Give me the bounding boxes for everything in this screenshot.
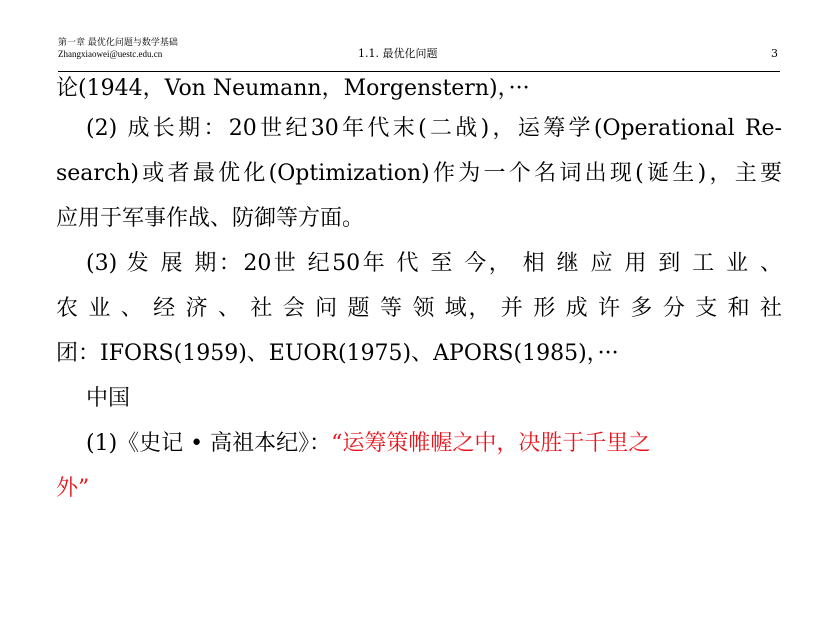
header-chapter-title: 第一章 最优化问题与数学基础: [58, 38, 178, 48]
text-line-china: 中国: [86, 386, 131, 411]
quote-text: “运筹策帷幄之中，决胜于千里之: [331, 431, 651, 456]
header-page-number: 3: [771, 47, 778, 60]
quote-source: (1)《史记 • 高祖本纪》：: [86, 431, 332, 456]
document-body: [56, 72, 782, 511]
text-line-1: 论(1944，Von Neumann，Morgenstern)，···: [56, 76, 530, 101]
text-line-4: 应用于军事作战、防御等方面。: [56, 206, 365, 231]
text-line-3: search)或者最优化(Optimization)作为一个名词出现(诞生)，主要: [56, 161, 782, 186]
text-line-quote-end: 外”: [56, 476, 90, 501]
header-author-email: Zhangxiaowei@uestc.edu.cn: [58, 49, 163, 59]
text-line-growth-period: (2) 成长期：20世纪30年代末(二战)，运筹学(Operational Re-: [86, 116, 782, 141]
text-line-shiji-quote: [56, 421, 782, 466]
page-header: [58, 38, 778, 74]
text-line-7: 团：IFORS(1959)、EUOR(1975)、APORS(1985)，···: [56, 341, 619, 366]
header-section-title: 1.1. 最优化问题: [358, 47, 438, 60]
text-line-development-period: (3) 发 展 期：20世 纪50年 代 至 今， 相 继 应 用 到 工 业 、: [86, 251, 782, 276]
text-line-6: 农 业 、 经 济 、 社 会 问 题 等 领 域， 并 形 成 许 多 分 支 和 社: [56, 296, 782, 321]
